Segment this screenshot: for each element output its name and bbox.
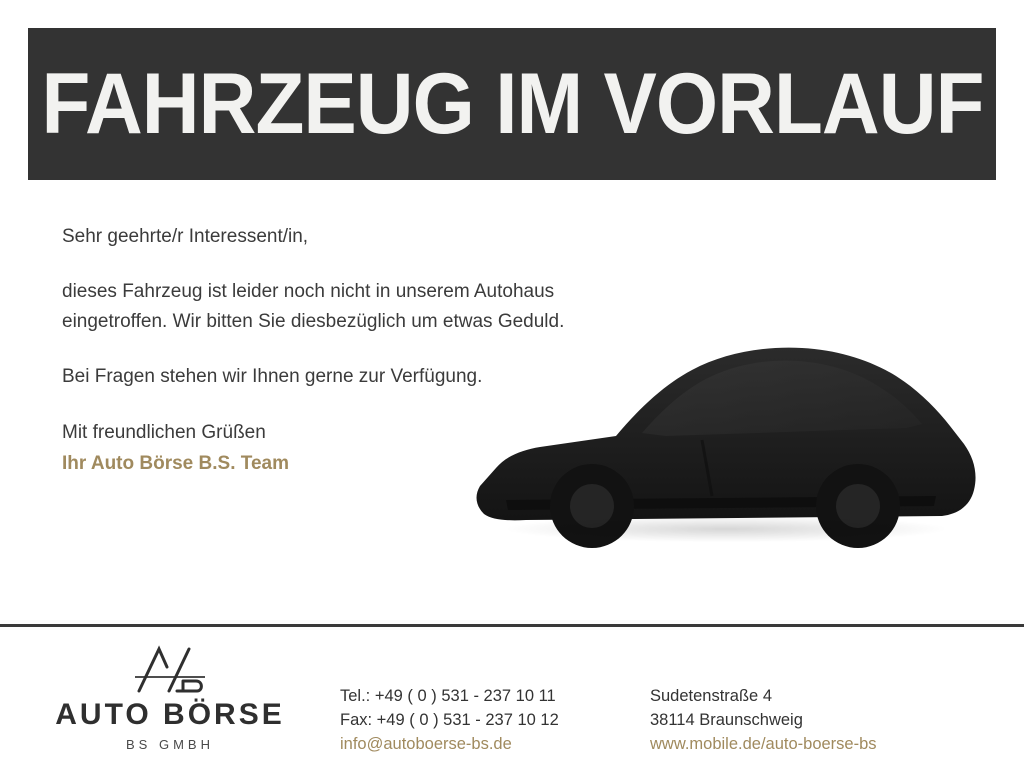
paragraph-two: Bei Fragen stehen wir Ihnen gerne zur Verfügung. <box>62 366 483 388</box>
company-name: AUTO BÖRSE <box>55 698 285 731</box>
phone-number: Tel.: +49 ( 0 ) 531 - 237 10 11 <box>340 687 556 705</box>
email-link[interactable]: info@autoboerse-bs.de <box>340 734 512 753</box>
salutation: Sehr geehrte/r Interessent/in, <box>62 226 309 247</box>
car-shadow <box>508 516 945 542</box>
car-silhouette-graphic <box>466 300 986 580</box>
website-link[interactable]: www.mobile.de/auto-boerse-bs <box>650 734 877 753</box>
monogram-icon <box>133 645 207 693</box>
monogram-slash <box>169 649 189 691</box>
city-address: 38114 Braunschweig <box>650 710 803 729</box>
paragraph-one-line-1: dieses Fahrzeug ist leider noch nicht in unserem Autohaus <box>62 281 555 303</box>
company-legal-form: BS GMBH <box>126 736 214 752</box>
logo-mark-icon <box>133 645 207 693</box>
contact-details <box>340 627 650 757</box>
header-banner <box>28 28 996 180</box>
footer <box>0 627 1024 768</box>
street-address: Sudetenstraße 4 <box>650 687 772 705</box>
company-logo <box>0 627 340 752</box>
address-details <box>650 627 877 757</box>
paragraph-one-line-2: eingetroffen. Wir bitten Sie diesbezüglich um etwas Geduld. <box>62 310 565 332</box>
signature-line: Ihr Auto Börse B.S. Team <box>62 453 289 475</box>
message-area <box>28 180 996 616</box>
monogram-a <box>139 649 167 691</box>
closing-line: Mit freundlichen Grüßen <box>62 421 266 443</box>
monogram-b <box>177 681 201 691</box>
banner-title: FAHRZEUG IM VORLAUF <box>40 56 984 152</box>
fax-number: Fax: +49 ( 0 ) 531 - 237 10 12 <box>340 710 559 729</box>
